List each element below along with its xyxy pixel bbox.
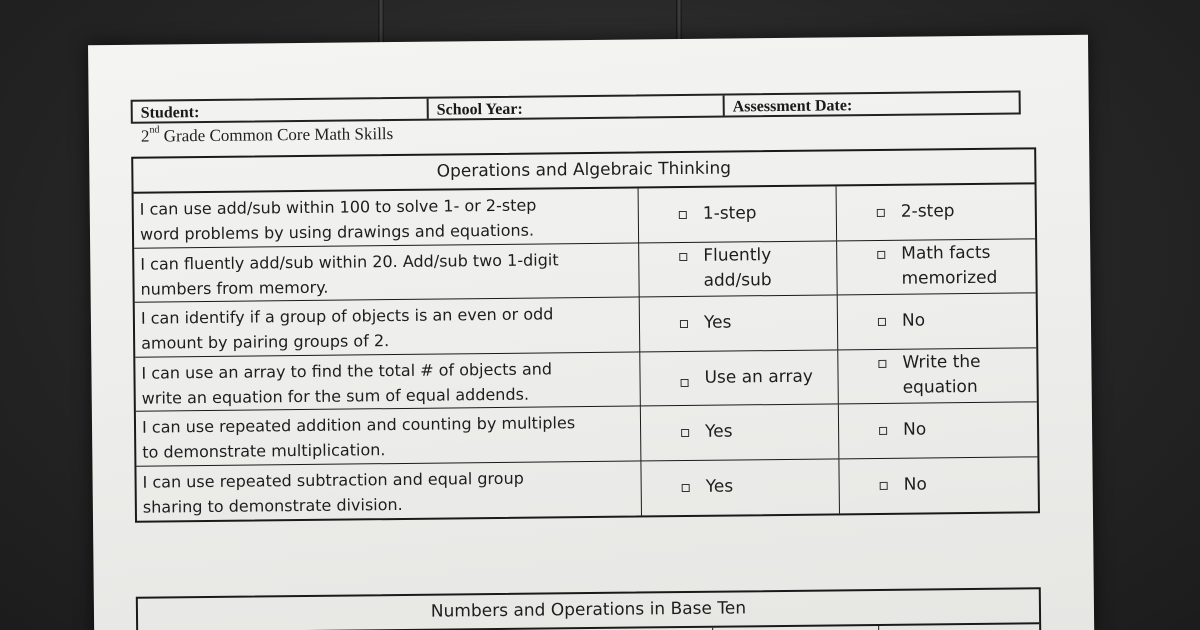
skill-cell: I can use repeated addition and counting by multiples to demonstrate multiplication. <box>136 406 642 465</box>
option-cell[interactable]: Use an array <box>640 350 839 406</box>
page-title: 2nd Grade Common Core Math Skills <box>140 124 394 146</box>
student-info-header <box>131 90 1021 123</box>
checkbox[interactable] <box>681 429 689 437</box>
option-cell[interactable]: 2-step <box>837 184 1036 240</box>
student-field[interactable]: Student: <box>133 99 429 122</box>
table-row <box>134 184 1036 248</box>
checkbox[interactable] <box>681 379 689 387</box>
checkbox[interactable] <box>880 482 888 490</box>
checkbox[interactable] <box>877 209 885 217</box>
option-cell[interactable]: No <box>839 457 1038 514</box>
option-cell[interactable]: Fluently add/sub <box>639 241 838 297</box>
checkbox[interactable] <box>682 484 690 492</box>
numbers-operations-base-ten-table <box>136 587 1042 630</box>
skill-cell: I can use an array to find the total # of objects and write an equation for the sum of equal addends. <box>135 352 641 411</box>
option-cell[interactable]: No <box>838 293 1037 349</box>
checkbox[interactable] <box>877 250 885 258</box>
section-title: Operations and Algebraic Thinking <box>133 149 1034 193</box>
checkbox[interactable] <box>680 320 688 328</box>
checkbox[interactable] <box>878 318 886 326</box>
option-cell <box>713 626 879 630</box>
table-row <box>135 348 1037 412</box>
option-cell[interactable]: Math facts memorized <box>837 239 1036 295</box>
option-cell[interactable]: Write the equation <box>838 348 1037 404</box>
skill-cell: I can identify if a group of objects is an even or odd amount by pairing groups of 2. <box>135 297 641 356</box>
table-row <box>136 402 1038 466</box>
checkbox[interactable] <box>878 359 886 367</box>
assessment-date-field[interactable]: Assessment Date: <box>732 97 853 116</box>
option-cell[interactable]: No <box>839 402 1038 458</box>
skill-cell: I can fluently add/sub within 20. Add/sub two 1-digit numbers from memory. <box>134 243 640 302</box>
section-title: Numbers and Operations in Base Ten <box>138 589 1039 630</box>
table-row <box>134 239 1036 303</box>
table-row <box>136 457 1038 521</box>
assessment-sheet <box>88 35 1094 630</box>
checkbox[interactable] <box>679 211 687 219</box>
option-cell[interactable]: Yes <box>640 295 839 351</box>
checkbox[interactable] <box>879 427 887 435</box>
table-row <box>135 293 1037 357</box>
checkbox[interactable] <box>679 252 687 260</box>
skill-cell: I can use repeated subtraction and equal group sharing to demonstrate division. <box>136 461 642 521</box>
operations-algebraic-thinking-table <box>131 147 1040 522</box>
option-cell[interactable]: Yes <box>641 404 840 460</box>
option-cell[interactable]: 1-step <box>639 186 838 242</box>
option-cell[interactable]: Yes <box>641 459 840 516</box>
skill-cell: I can use add/sub within 100 to solve 1- or 2-step word problems by using drawings and equations. <box>134 188 640 247</box>
school-year-field[interactable]: School Year: <box>429 96 725 119</box>
